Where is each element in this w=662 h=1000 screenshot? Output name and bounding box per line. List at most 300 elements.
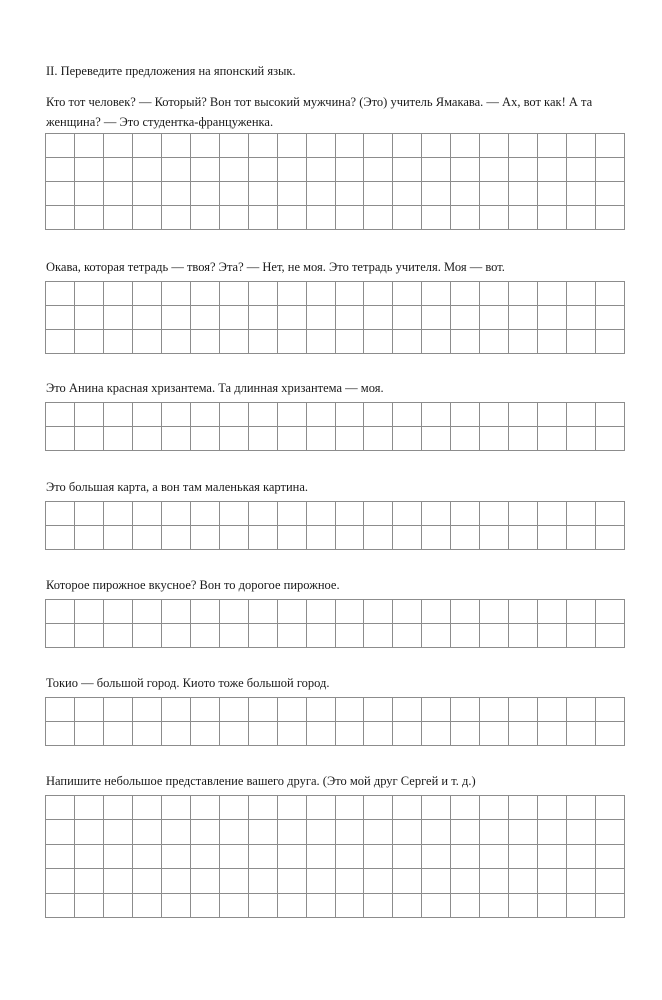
grid-cell[interactable] [451,502,480,526]
grid-cell[interactable] [104,845,133,869]
grid-cell[interactable] [480,182,509,206]
grid-cell[interactable] [538,330,567,354]
grid-cell[interactable] [278,134,307,158]
grid-cell[interactable] [364,427,393,451]
grid-cell[interactable] [451,600,480,624]
grid-cell[interactable] [46,600,75,624]
grid-cell[interactable] [133,206,162,230]
grid-cell[interactable] [249,502,278,526]
grid-cell[interactable] [191,869,220,893]
grid-cell[interactable] [307,894,336,918]
grid-cell[interactable] [249,158,278,182]
grid-cell[interactable] [336,306,365,330]
grid-cell[interactable] [336,698,365,722]
grid-cell[interactable] [278,624,307,648]
grid-cell[interactable] [307,600,336,624]
grid-cell[interactable] [422,526,451,550]
grid-cell[interactable] [278,502,307,526]
grid-cell[interactable] [75,134,104,158]
grid-cell[interactable] [509,306,538,330]
grid-cell[interactable] [480,722,509,746]
grid-cell[interactable] [220,869,249,893]
grid-cell[interactable] [220,134,249,158]
grid-cell[interactable] [509,845,538,869]
grid-cell[interactable] [46,502,75,526]
grid-cell[interactable] [307,403,336,427]
grid-cell[interactable] [480,134,509,158]
grid-cell[interactable] [567,526,596,550]
grid-cell[interactable] [307,869,336,893]
grid-cell[interactable] [249,427,278,451]
grid-cell[interactable] [509,894,538,918]
answer-grid-6[interactable] [45,697,625,746]
grid-cell[interactable] [451,796,480,820]
grid-cell[interactable] [220,796,249,820]
grid-cell[interactable] [220,158,249,182]
grid-cell[interactable] [104,182,133,206]
grid-cell[interactable] [162,624,191,648]
grid-cell[interactable] [393,600,422,624]
grid-cell[interactable] [364,698,393,722]
grid-cell[interactable] [307,698,336,722]
grid-cell[interactable] [567,894,596,918]
grid-cell[interactable] [364,206,393,230]
grid-cell[interactable] [249,722,278,746]
grid-cell[interactable] [75,403,104,427]
grid-cell[interactable] [393,134,422,158]
grid-cell[interactable] [422,624,451,648]
grid-cell[interactable] [480,820,509,844]
grid-cell[interactable] [75,182,104,206]
grid-cell[interactable] [509,502,538,526]
grid-cell[interactable] [596,722,625,746]
grid-cell[interactable] [422,206,451,230]
grid-cell[interactable] [567,330,596,354]
grid-cell[interactable] [104,600,133,624]
grid-cell[interactable] [75,526,104,550]
grid-cell[interactable] [249,820,278,844]
grid-cell[interactable] [133,403,162,427]
grid-cell[interactable] [162,502,191,526]
grid-cell[interactable] [278,526,307,550]
grid-cell[interactable] [278,427,307,451]
grid-cell[interactable] [75,820,104,844]
grid-cell[interactable] [162,869,191,893]
grid-cell[interactable] [75,158,104,182]
grid-cell[interactable] [451,306,480,330]
grid-cell[interactable] [75,206,104,230]
grid-cell[interactable] [220,282,249,306]
grid-cell[interactable] [567,158,596,182]
grid-cell[interactable] [104,796,133,820]
grid-cell[interactable] [75,722,104,746]
grid-cell[interactable] [393,796,422,820]
grid-cell[interactable] [220,894,249,918]
grid-cell[interactable] [191,502,220,526]
grid-cell[interactable] [75,330,104,354]
grid-cell[interactable] [75,624,104,648]
grid-cell[interactable] [191,403,220,427]
grid-cell[interactable] [46,820,75,844]
grid-cell[interactable] [278,894,307,918]
grid-cell[interactable] [249,600,278,624]
grid-cell[interactable] [336,502,365,526]
answer-grid-2[interactable] [45,281,625,354]
grid-cell[interactable] [480,600,509,624]
grid-cell[interactable] [336,820,365,844]
grid-cell[interactable] [307,526,336,550]
grid-cell[interactable] [538,526,567,550]
grid-cell[interactable] [567,427,596,451]
grid-cell[interactable] [75,282,104,306]
grid-cell[interactable] [249,206,278,230]
grid-cell[interactable] [596,403,625,427]
grid-cell[interactable] [480,306,509,330]
grid-cell[interactable] [393,722,422,746]
grid-cell[interactable] [596,820,625,844]
grid-cell[interactable] [596,894,625,918]
grid-cell[interactable] [162,894,191,918]
grid-cell[interactable] [336,427,365,451]
grid-cell[interactable] [249,796,278,820]
grid-cell[interactable] [220,624,249,648]
grid-cell[interactable] [191,820,220,844]
grid-cell[interactable] [104,306,133,330]
grid-cell[interactable] [393,306,422,330]
grid-cell[interactable] [249,182,278,206]
grid-cell[interactable] [509,206,538,230]
grid-cell[interactable] [509,330,538,354]
grid-cell[interactable] [538,624,567,648]
grid-cell[interactable] [46,330,75,354]
grid-cell[interactable] [451,820,480,844]
grid-cell[interactable] [422,820,451,844]
grid-cell[interactable] [393,330,422,354]
grid-cell[interactable] [191,600,220,624]
grid-cell[interactable] [220,845,249,869]
grid-cell[interactable] [191,306,220,330]
grid-cell[interactable] [364,306,393,330]
grid-cell[interactable] [307,722,336,746]
grid-cell[interactable] [364,869,393,893]
grid-cell[interactable] [46,182,75,206]
grid-cell[interactable] [509,403,538,427]
grid-cell[interactable] [278,206,307,230]
grid-cell[interactable] [133,894,162,918]
grid-cell[interactable] [422,330,451,354]
grid-cell[interactable] [220,306,249,330]
grid-cell[interactable] [393,845,422,869]
grid-cell[interactable] [480,624,509,648]
grid-cell[interactable] [162,134,191,158]
grid-cell[interactable] [191,698,220,722]
grid-cell[interactable] [336,282,365,306]
grid-cell[interactable] [104,820,133,844]
grid-cell[interactable] [307,845,336,869]
grid-cell[interactable] [220,722,249,746]
grid-cell[interactable] [75,306,104,330]
grid-cell[interactable] [75,698,104,722]
grid-cell[interactable] [596,182,625,206]
grid-cell[interactable] [278,722,307,746]
grid-cell[interactable] [162,330,191,354]
grid-cell[interactable] [480,206,509,230]
grid-cell[interactable] [538,600,567,624]
grid-cell[interactable] [480,845,509,869]
grid-cell[interactable] [249,845,278,869]
grid-cell[interactable] [451,427,480,451]
grid-cell[interactable] [307,502,336,526]
grid-cell[interactable] [307,282,336,306]
grid-cell[interactable] [104,330,133,354]
grid-cell[interactable] [336,845,365,869]
grid-cell[interactable] [162,698,191,722]
grid-cell[interactable] [162,526,191,550]
grid-cell[interactable] [480,403,509,427]
grid-cell[interactable] [46,282,75,306]
grid-cell[interactable] [451,330,480,354]
grid-cell[interactable] [307,306,336,330]
grid-cell[interactable] [133,182,162,206]
grid-cell[interactable] [596,427,625,451]
grid-cell[interactable] [451,869,480,893]
grid-cell[interactable] [422,796,451,820]
grid-cell[interactable] [307,820,336,844]
grid-cell[interactable] [567,282,596,306]
grid-cell[interactable] [422,869,451,893]
grid-cell[interactable] [393,427,422,451]
grid-cell[interactable] [393,206,422,230]
grid-cell[interactable] [133,502,162,526]
grid-cell[interactable] [307,427,336,451]
grid-cell[interactable] [393,894,422,918]
grid-cell[interactable] [509,600,538,624]
grid-cell[interactable] [249,869,278,893]
grid-cell[interactable] [191,158,220,182]
grid-cell[interactable] [596,526,625,550]
grid-cell[interactable] [104,869,133,893]
grid-cell[interactable] [162,722,191,746]
grid-cell[interactable] [480,894,509,918]
grid-cell[interactable] [422,158,451,182]
grid-cell[interactable] [393,820,422,844]
grid-cell[interactable] [278,600,307,624]
grid-cell[interactable] [249,698,278,722]
grid-cell[interactable] [451,845,480,869]
grid-cell[interactable] [364,502,393,526]
grid-cell[interactable] [133,134,162,158]
grid-cell[interactable] [451,624,480,648]
grid-cell[interactable] [278,845,307,869]
grid-cell[interactable] [278,820,307,844]
grid-cell[interactable] [538,427,567,451]
grid-cell[interactable] [567,722,596,746]
grid-cell[interactable] [249,306,278,330]
grid-cell[interactable] [509,722,538,746]
grid-cell[interactable] [509,182,538,206]
grid-cell[interactable] [567,403,596,427]
grid-cell[interactable] [364,158,393,182]
grid-cell[interactable] [278,796,307,820]
grid-cell[interactable] [451,282,480,306]
grid-cell[interactable] [191,722,220,746]
grid-cell[interactable] [278,403,307,427]
grid-cell[interactable] [336,526,365,550]
grid-cell[interactable] [480,526,509,550]
grid-cell[interactable] [596,282,625,306]
grid-cell[interactable] [480,282,509,306]
grid-cell[interactable] [393,526,422,550]
grid-cell[interactable] [220,698,249,722]
grid-cell[interactable] [509,820,538,844]
grid-cell[interactable] [46,894,75,918]
grid-cell[interactable] [220,600,249,624]
grid-cell[interactable] [567,624,596,648]
grid-cell[interactable] [162,403,191,427]
grid-cell[interactable] [133,845,162,869]
grid-cell[interactable] [162,282,191,306]
grid-cell[interactable] [393,182,422,206]
grid-cell[interactable] [162,427,191,451]
grid-cell[interactable] [220,206,249,230]
grid-cell[interactable] [596,796,625,820]
grid-cell[interactable] [104,502,133,526]
grid-cell[interactable] [422,722,451,746]
grid-cell[interactable] [191,624,220,648]
grid-cell[interactable] [104,206,133,230]
grid-cell[interactable] [451,134,480,158]
grid-cell[interactable] [249,403,278,427]
grid-cell[interactable] [191,526,220,550]
grid-cell[interactable] [46,206,75,230]
grid-cell[interactable] [480,427,509,451]
grid-cell[interactable] [422,698,451,722]
grid-cell[interactable] [567,796,596,820]
grid-cell[interactable] [104,894,133,918]
grid-cell[interactable] [249,624,278,648]
grid-cell[interactable] [567,600,596,624]
grid-cell[interactable] [422,134,451,158]
grid-cell[interactable] [133,600,162,624]
grid-cell[interactable] [422,306,451,330]
grid-cell[interactable] [307,182,336,206]
grid-cell[interactable] [307,796,336,820]
grid-cell[interactable] [278,282,307,306]
grid-cell[interactable] [596,845,625,869]
grid-cell[interactable] [104,134,133,158]
grid-cell[interactable] [75,845,104,869]
grid-cell[interactable] [75,502,104,526]
grid-cell[interactable] [191,134,220,158]
grid-cell[interactable] [104,722,133,746]
grid-cell[interactable] [75,869,104,893]
grid-cell[interactable] [451,526,480,550]
grid-cell[interactable] [162,796,191,820]
grid-cell[interactable] [336,158,365,182]
grid-cell[interactable] [249,134,278,158]
grid-cell[interactable] [104,158,133,182]
grid-cell[interactable] [567,698,596,722]
grid-cell[interactable] [509,427,538,451]
grid-cell[interactable] [278,158,307,182]
grid-cell[interactable] [133,526,162,550]
grid-cell[interactable] [509,796,538,820]
grid-cell[interactable] [538,845,567,869]
grid-cell[interactable] [307,330,336,354]
grid-cell[interactable] [162,600,191,624]
grid-cell[interactable] [480,796,509,820]
grid-cell[interactable] [567,869,596,893]
grid-cell[interactable] [278,306,307,330]
grid-cell[interactable] [364,624,393,648]
grid-cell[interactable] [509,158,538,182]
grid-cell[interactable] [596,158,625,182]
grid-cell[interactable] [191,427,220,451]
grid-cell[interactable] [480,158,509,182]
grid-cell[interactable] [480,502,509,526]
grid-cell[interactable] [336,403,365,427]
grid-cell[interactable] [249,894,278,918]
grid-cell[interactable] [509,869,538,893]
grid-cell[interactable] [393,403,422,427]
grid-cell[interactable] [133,330,162,354]
grid-cell[interactable] [191,206,220,230]
grid-cell[interactable] [538,182,567,206]
grid-cell[interactable] [393,698,422,722]
grid-cell[interactable] [46,158,75,182]
answer-grid-7[interactable] [45,795,625,918]
grid-cell[interactable] [480,869,509,893]
grid-cell[interactable] [422,600,451,624]
grid-cell[interactable] [336,796,365,820]
grid-cell[interactable] [364,820,393,844]
grid-cell[interactable] [364,403,393,427]
grid-cell[interactable] [46,526,75,550]
grid-cell[interactable] [75,796,104,820]
grid-cell[interactable] [133,624,162,648]
grid-cell[interactable] [278,182,307,206]
grid-cell[interactable] [538,894,567,918]
grid-cell[interactable] [249,282,278,306]
grid-cell[interactable] [307,134,336,158]
grid-cell[interactable] [220,427,249,451]
grid-cell[interactable] [162,306,191,330]
grid-cell[interactable] [422,182,451,206]
grid-cell[interactable] [538,869,567,893]
grid-cell[interactable] [46,722,75,746]
grid-cell[interactable] [191,282,220,306]
grid-cell[interactable] [596,600,625,624]
grid-cell[interactable] [538,134,567,158]
grid-cell[interactable] [567,502,596,526]
grid-cell[interactable] [133,427,162,451]
grid-cell[interactable] [278,330,307,354]
grid-cell[interactable] [133,869,162,893]
grid-cell[interactable] [162,182,191,206]
grid-cell[interactable] [191,796,220,820]
grid-cell[interactable] [191,182,220,206]
grid-cell[interactable] [220,820,249,844]
grid-cell[interactable] [75,894,104,918]
grid-cell[interactable] [596,624,625,648]
grid-cell[interactable] [104,624,133,648]
grid-cell[interactable] [220,403,249,427]
grid-cell[interactable] [451,722,480,746]
grid-cell[interactable] [46,869,75,893]
grid-cell[interactable] [422,894,451,918]
grid-cell[interactable] [336,600,365,624]
grid-cell[interactable] [278,869,307,893]
